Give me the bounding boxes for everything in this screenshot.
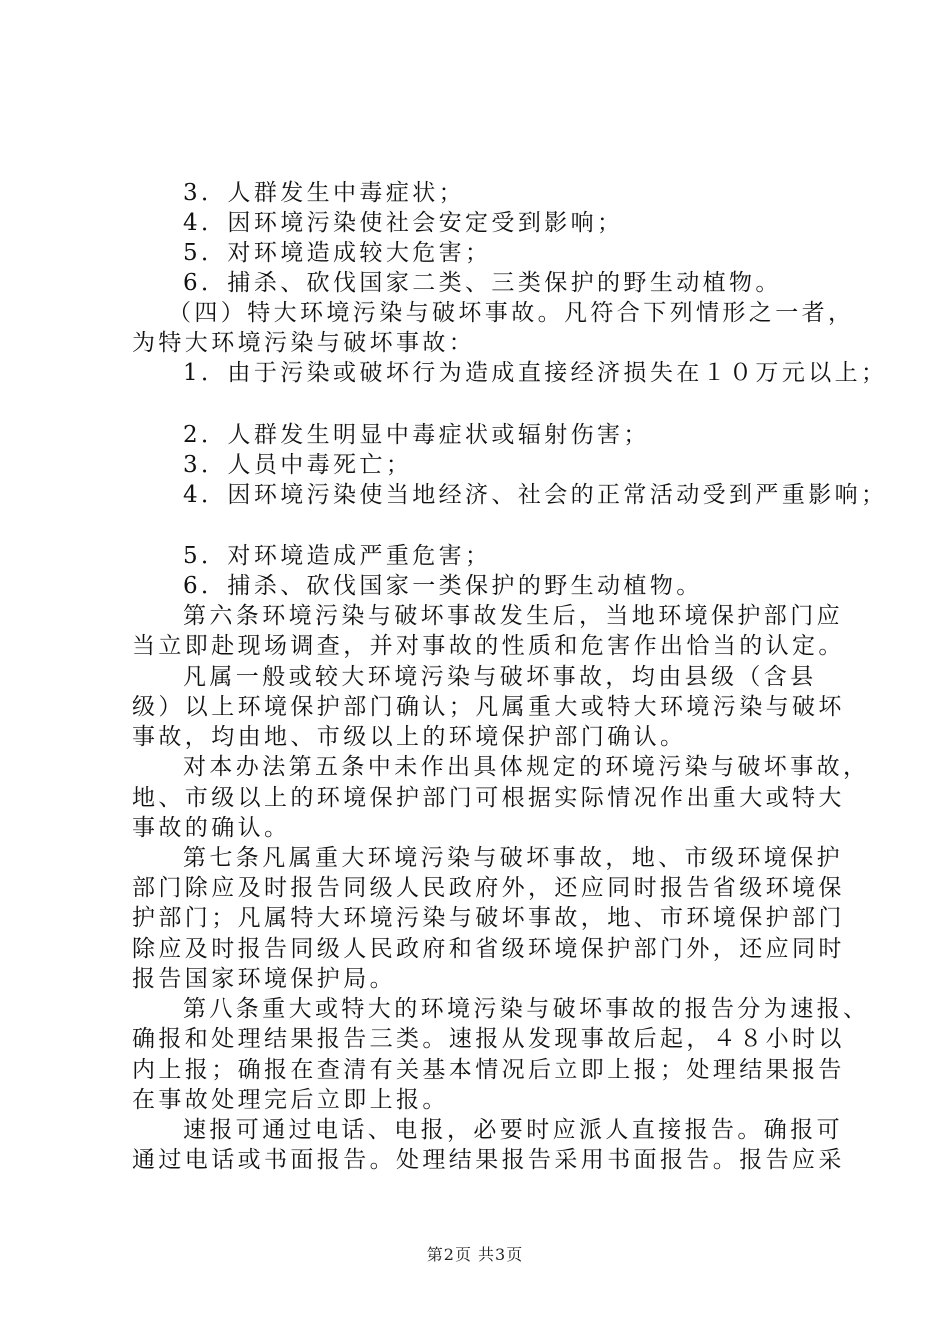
text-line: 当立即赴现场调查，并对事故的性质和危害作出恰当的认定。 — [132, 633, 845, 659]
text-line: 4．因环境污染使社会安定受到影响； — [183, 210, 624, 236]
text-line: 4．因环境污染使当地经济、社会的正常活动受到严重影响； — [183, 482, 888, 508]
text-line: 通过电话或书面报告。处理结果报告采用书面报告。报告应采 — [132, 1147, 845, 1173]
text-line: 在事故处理完后立即上报。 — [132, 1087, 449, 1113]
text-line: 地、市级以上的环境保护部门可根据实际情况作出重大或特大 — [132, 785, 845, 811]
text-line: 凡属一般或较大环境污染与破坏事故，均由县级（含县 — [183, 664, 817, 690]
text-line: 第六条环境污染与破坏事故发生后，当地环境保护部门应 — [183, 603, 843, 629]
text-line: 速报可通过电话、电报，必要时应派人直接报告。确报可 — [183, 1117, 843, 1143]
text-line: 6．捕杀、砍伐国家一类保护的野生动植物。 — [183, 573, 703, 599]
text-line: 确报和处理结果报告三类。速报从发现事故后起，４８小时以 — [132, 1026, 845, 1052]
text-line: （四）特大环境污染与破坏事故。凡符合下列情形之一者， — [168, 300, 855, 326]
text-line: 第八条重大或特大的环境污染与破坏事故的报告分为速报、 — [183, 996, 870, 1022]
text-line: 5．对环境造成较大危害； — [183, 240, 492, 266]
text-line: 1．由于污染或破坏行为造成直接经济损失在１０万元以上； — [183, 360, 888, 386]
text-line: 6．捕杀、砍伐国家二类、三类保护的野生动植物。 — [183, 270, 782, 296]
text-line: 部门除应及时报告同级人民政府外，还应同时报告省级环境保 — [132, 875, 845, 901]
text-line: 除应及时报告同级人民政府和省级环境保护部门外，还应同时 — [132, 936, 845, 962]
text-line: 5．对环境造成严重危害； — [183, 543, 492, 569]
text-line: 事故的确认。 — [132, 815, 291, 841]
text-line: 为特大环境污染与破坏事故： — [132, 330, 476, 356]
text-line: 级）以上环境保护部门确认；凡属重大或特大环境污染与破坏 — [132, 694, 845, 720]
page-number-footer: 第2页 共3页 — [426, 1245, 524, 1264]
text-line: 2．人群发生明显中毒症状或辐射伤害； — [183, 422, 650, 448]
text-line: 对本办法第五条中未作出具体规定的环境污染与破坏事故， — [183, 754, 870, 780]
text-line: 护部门；凡属特大环境污染与破坏事故，地、市环境保护部门 — [132, 905, 845, 931]
text-line: 报告国家环境保护局。 — [132, 966, 396, 992]
text-line: 内上报；确报在查清有关基本情况后立即上报；处理结果报告 — [132, 1057, 845, 1083]
text-line: 第七条凡属重大环境污染与破坏事故，地、市级环境保护 — [183, 845, 843, 871]
text-line: 3．人群发生中毒症状； — [183, 180, 466, 206]
text-line: 事故，均由地、市级以上的环境保护部门确认。 — [132, 724, 687, 750]
text-line: 3．人员中毒死亡； — [183, 452, 413, 478]
